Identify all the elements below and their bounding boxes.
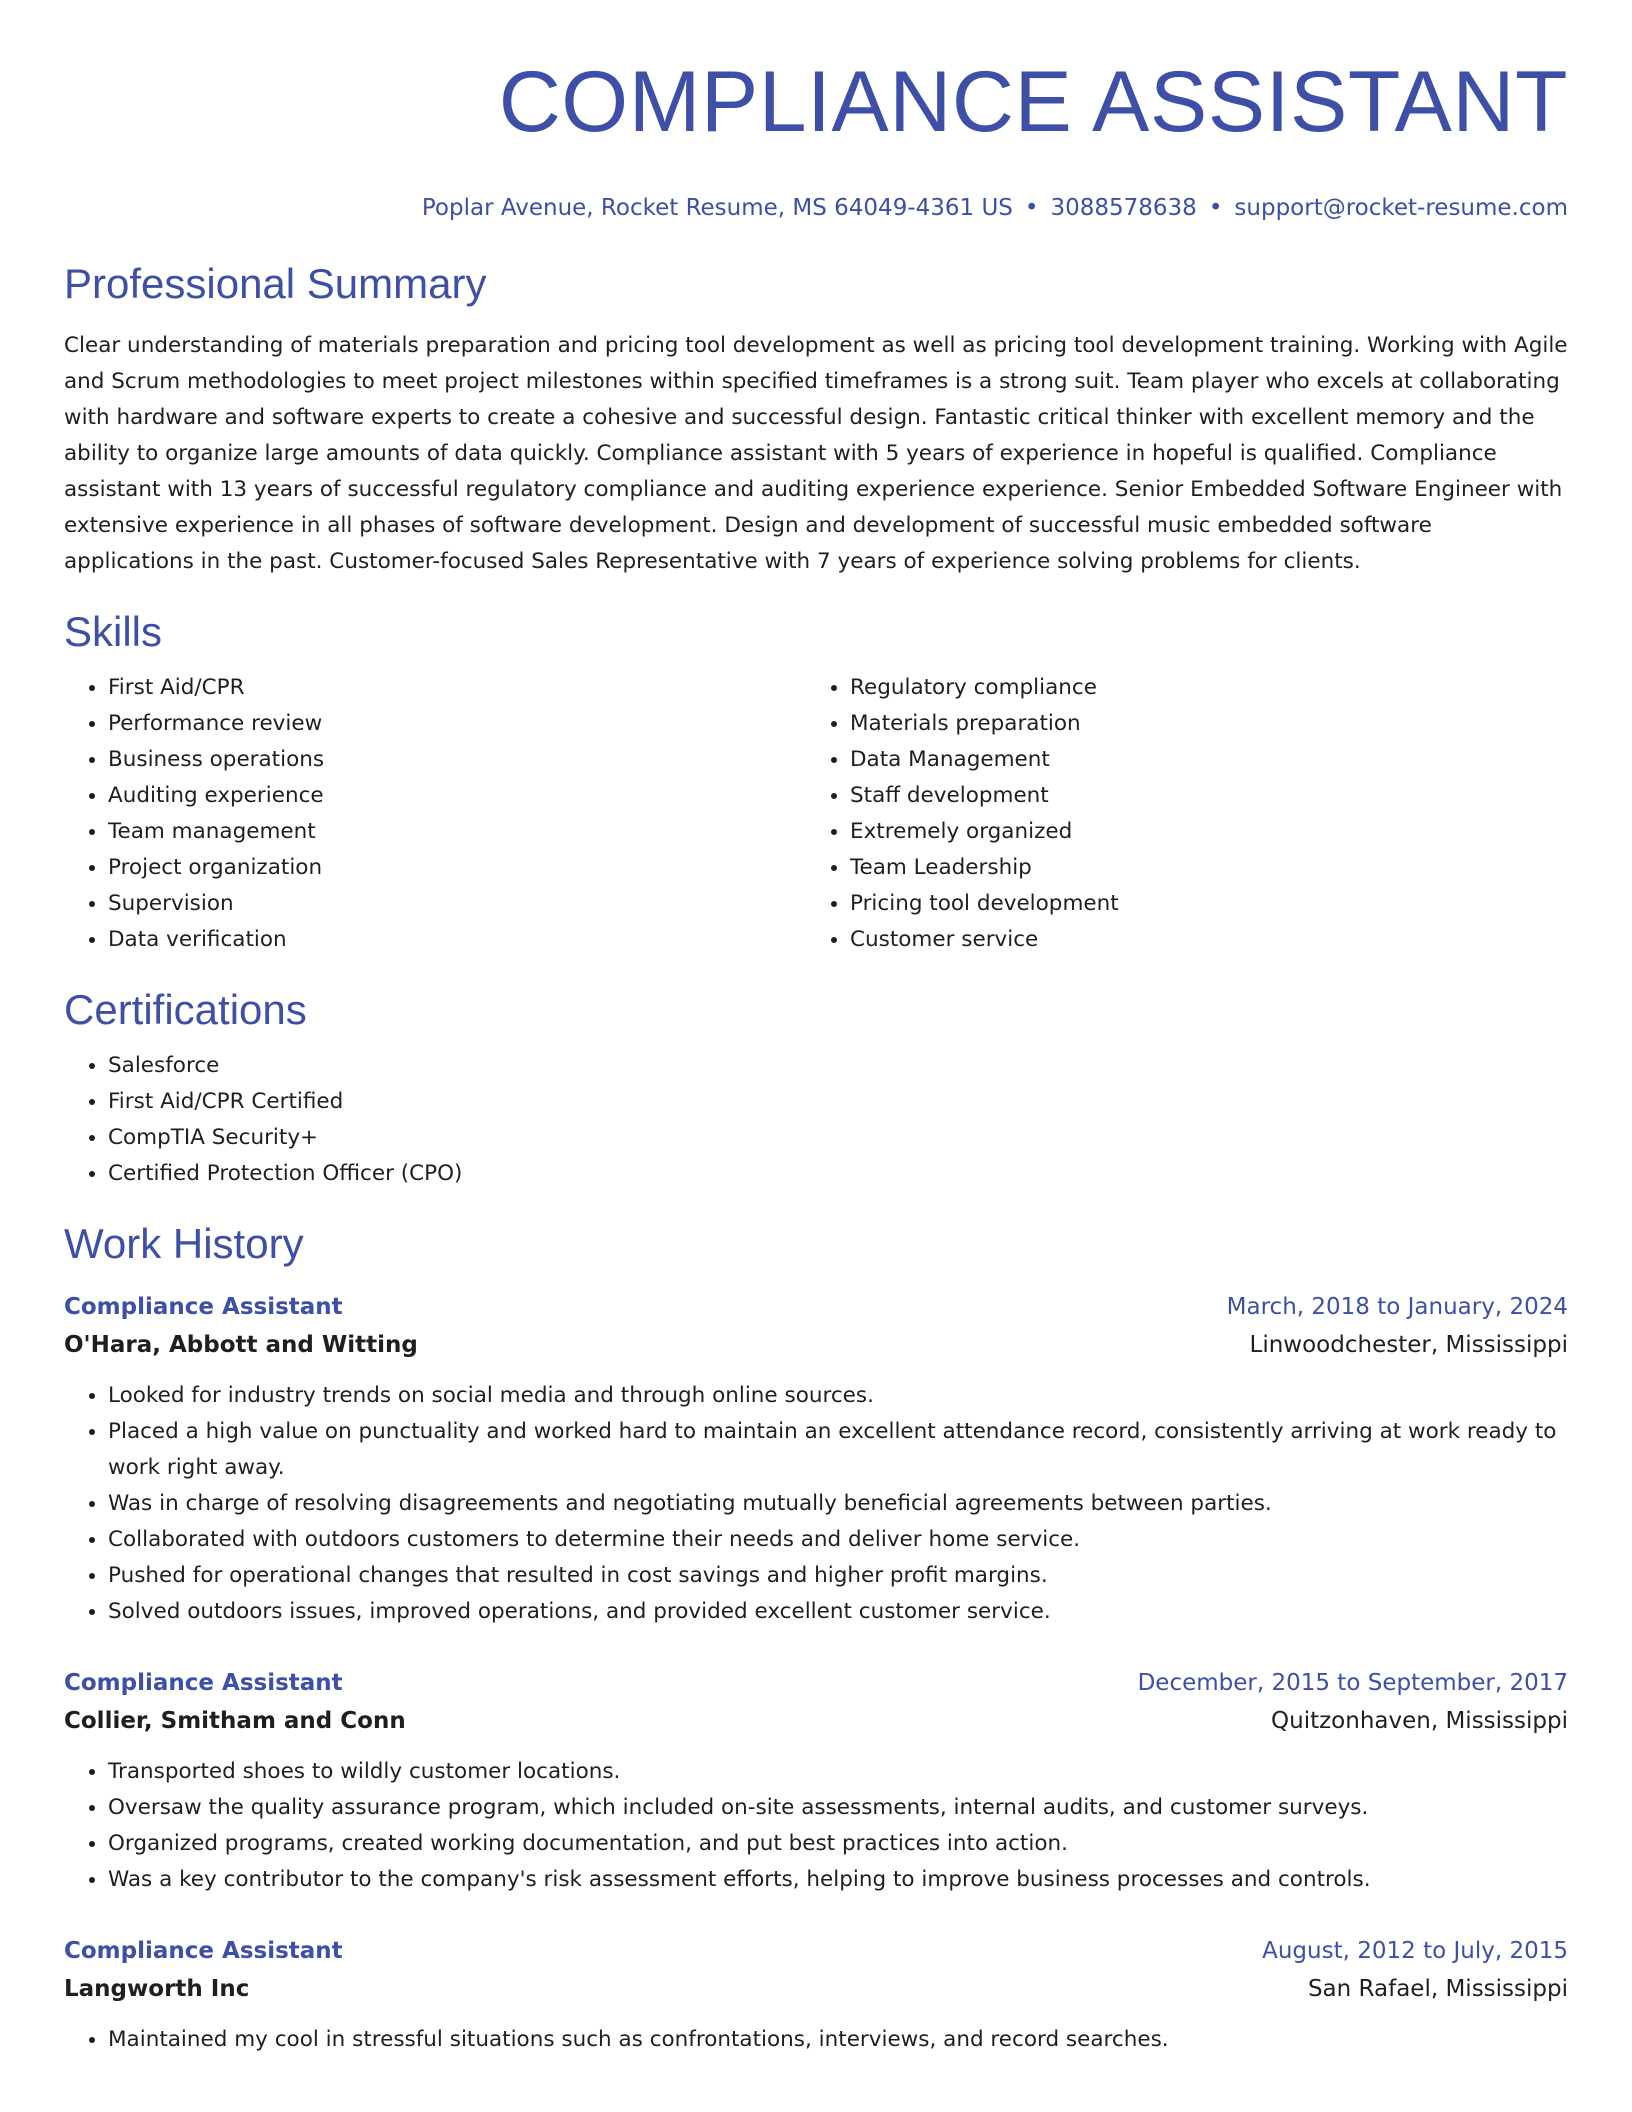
skill-item: • Performance review [108,706,806,742]
job-title-heading: COMPLIANCE ASSISTANT [498,54,1568,150]
skills-heading: Skills [64,608,163,655]
job-bullets [64,1378,1568,1630]
summary-text: Clear understanding of materials preparation and pricing tool development as well as pricing tool development training. Working with Agile and Scrum methodologies to meet project milestones within specified timeframes is a strong suit. Team player who excels at collaborating with hardware and software experts to create a cohesive and successful design. Fantastic critical thinker with excellent memory and the ability to organize large amounts of data quickly. Compliance assistant with 5 years of experience in hopeful is qualified. Compliance assistant with 13 years of successful regulatory compliance and auditing experience experience. Senior Embedded Software Engineer with extensive experience in all phases of software development. Design and development of successful music embedded software applications in the past. Customer-focused Sales Representative with 7 years of experience solving problems for clients. [64,333,1568,574]
skill-item: • Customer service [850,922,1548,958]
skill-item: • Supervision [108,886,806,922]
job-company: O'Hara, Abbott and Witting [64,1332,418,1358]
job-dates: December, 2015 to September, 2017 [1137,1670,1568,1696]
job-bullet: • Looked for industry trends on social media and through online sources. [108,1378,1568,1414]
job-bullet: • Was a key contributor to the company's risk assessment efforts, helping to improve business processes and controls. [108,1862,1568,1898]
job-bullets [64,2022,1568,2058]
skill-item: • Regulatory compliance [850,670,1548,706]
job-title: Compliance Assistant [64,1294,343,1320]
skill-item: • Auditing experience [108,778,806,814]
address-text: Poplar Avenue, Rocket Resume, MS 64049-4361 US [421,195,1013,221]
job-entry [64,1664,1568,1898]
phone-text: 3088578638 [1050,195,1197,221]
certification-item: • CompTIA Security+ [108,1120,1568,1156]
job-title: Compliance Assistant [64,1938,343,1964]
email-link[interactable]: support@rocket-resume.com [1234,195,1568,221]
separator-dot: • [1208,195,1223,221]
job-bullets [64,1754,1568,1898]
job-bullet: • Oversaw the quality assurance program, which included on-site assessments, internal audits, and customer surveys. [108,1790,1568,1826]
skill-item: • Data verification [108,922,806,958]
job-location: San Rafael, Mississippi [1307,1976,1568,2002]
resume-page [64,0,1568,2058]
certifications-heading: Certifications [64,986,307,1033]
skills-column-right [806,670,1548,958]
resume-header [64,0,1568,222]
job-bullet: • Placed a high value on punctuality and worked hard to maintain an excellent attendance record, consistently arriving at work ready to work right away. [108,1414,1568,1486]
separator-dot: • [1024,195,1039,221]
summary-heading: Professional Summary [64,260,487,307]
job-bullet: • Organized programs, created working documentation, and put best practices into action. [108,1826,1568,1862]
job-dates: August, 2012 to July, 2015 [1262,1938,1568,1964]
job-title: Compliance Assistant [64,1670,343,1696]
job-entry [64,1288,1568,1630]
certification-item: • First Aid/CPR Certified [108,1084,1568,1120]
skill-item: • Data Management [850,742,1548,778]
job-dates: March, 2018 to January, 2024 [1226,1294,1568,1320]
skill-item: • Business operations [108,742,806,778]
job-entry [64,1932,1568,2058]
work-history-heading: Work History [64,1220,304,1267]
job-location: Quitzonhaven, Mississippi [1271,1708,1568,1734]
skill-item: • First Aid/CPR [108,670,806,706]
skill-item: • Extremely organized [850,814,1548,850]
job-bullet: • Solved outdoors issues, improved operations, and provided excellent customer service. [108,1594,1568,1630]
skills-column-left [64,670,806,958]
job-location: Linwoodchester, Mississippi [1249,1332,1568,1358]
job-bullet: • Collaborated with outdoors customers to determine their needs and deliver home service. [108,1522,1568,1558]
contact-line [64,194,1568,222]
job-bullet: • Transported shoes to wildly customer locations. [108,1754,1568,1790]
skill-item: • Project organization [108,850,806,886]
job-company: Langworth Inc [64,1976,250,2002]
certification-item: • Salesforce [108,1048,1568,1084]
job-bullet: • Pushed for operational changes that resulted in cost savings and higher profit margins. [108,1558,1568,1594]
skills-list [64,670,1568,958]
skill-item: • Team Leadership [850,850,1548,886]
job-bullet: • Was in charge of resolving disagreements and negotiating mutually beneficial agreements between parties. [108,1486,1568,1522]
job-bullet: • Maintained my cool in stressful situations such as confrontations, interviews, and record searches. [108,2022,1568,2058]
skill-item: • Team management [108,814,806,850]
certifications-list [64,1048,1568,1192]
job-company: Collier, Smitham and Conn [64,1708,406,1734]
skill-item: • Pricing tool development [850,886,1548,922]
skill-item: • Staff development [850,778,1548,814]
skill-item: • Materials preparation [850,706,1548,742]
certification-item: • Certified Protection Officer (CPO) [108,1156,1568,1192]
